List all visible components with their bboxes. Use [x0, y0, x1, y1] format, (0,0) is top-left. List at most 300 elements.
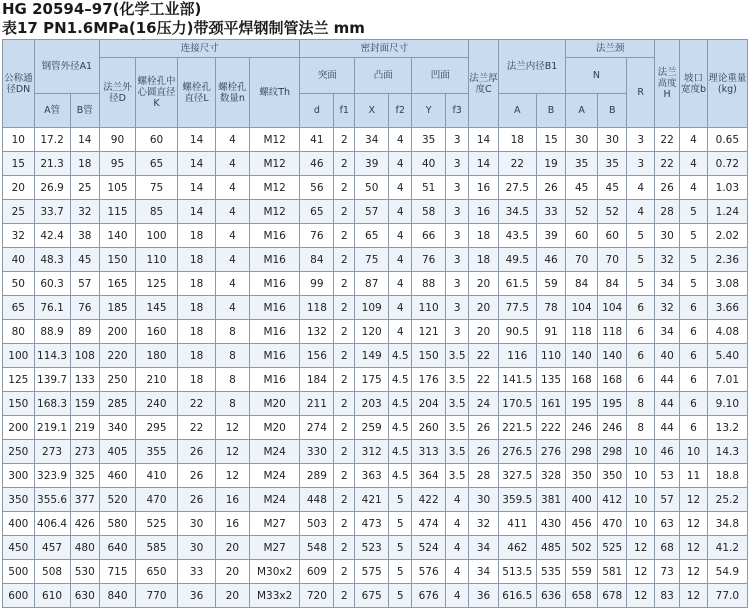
header-sealing-face: 密封面尺寸	[300, 40, 469, 58]
table-cell: 2	[334, 584, 355, 608]
table-cell: 65	[300, 200, 334, 224]
header-bolt-circle: 螺栓孔中心圆直径K	[135, 58, 177, 128]
table-cell: 6	[680, 392, 707, 416]
table-cell: 30	[178, 536, 216, 560]
table-cell: 2	[334, 296, 355, 320]
table-cell: 36	[469, 584, 499, 608]
table-cell: 77.5	[498, 296, 536, 320]
table-cell: 426	[70, 512, 100, 536]
table-cell: 406.4	[34, 512, 70, 536]
table-cell: 110	[412, 296, 446, 320]
table-cell: M24	[249, 440, 300, 464]
header-y: Y	[412, 94, 446, 128]
table-cell: 246	[597, 416, 627, 440]
table-cell: 145	[135, 296, 177, 320]
table-cell: 12	[680, 512, 707, 536]
table-cell: 381	[536, 488, 566, 512]
table-cell: 5	[680, 272, 707, 296]
header-n: N	[566, 58, 627, 94]
table-cell: 60.3	[34, 272, 70, 296]
table-cell: 168.3	[34, 392, 70, 416]
table-cell: 22	[498, 152, 536, 176]
table-cell: M16	[249, 272, 300, 296]
table-cell: 5	[680, 248, 707, 272]
table-cell: 108	[70, 344, 100, 368]
table-cell: 3	[446, 128, 469, 152]
table-cell: 22	[654, 152, 679, 176]
table-cell: 513.5	[498, 560, 536, 584]
table-cell: M16	[249, 368, 300, 392]
table-cell: 25	[3, 200, 35, 224]
table-cell: 49.5	[498, 248, 536, 272]
table-row	[3, 344, 748, 368]
table-cell: 57	[654, 488, 679, 512]
table-cell: 330	[300, 440, 334, 464]
table-cell: 535	[536, 560, 566, 584]
table-cell: 450	[3, 536, 35, 560]
table-cell: 32	[654, 248, 679, 272]
title-block	[2, 0, 748, 38]
table-cell: 133	[70, 368, 100, 392]
header-neck-a: A	[566, 94, 598, 128]
table-cell: 525	[597, 536, 627, 560]
table-cell: 45	[597, 176, 627, 200]
table-cell: 14	[178, 152, 216, 176]
table-cell: 4	[216, 152, 250, 176]
table-cell: 99	[300, 272, 334, 296]
table-cell: 658	[566, 584, 598, 608]
table-cell: 76	[70, 296, 100, 320]
table-cell: 4	[389, 296, 412, 320]
table-cell: 377	[70, 488, 100, 512]
table-cell: M20	[249, 416, 300, 440]
table-cell: 4	[216, 224, 250, 248]
table-cell: 16	[216, 488, 250, 512]
table-cell: 8	[627, 416, 654, 440]
table-cell: 1.03	[707, 176, 747, 200]
table-cell: 640	[100, 536, 136, 560]
table-cell: 502	[566, 536, 598, 560]
table-cell: 125	[3, 368, 35, 392]
table-cell: 4	[389, 176, 412, 200]
table-cell: 84	[300, 248, 334, 272]
table-cell: 109	[355, 296, 389, 320]
table-row	[3, 248, 748, 272]
table-cell: 5.40	[707, 344, 747, 368]
table-cell: 12	[627, 536, 654, 560]
table-cell: 104	[597, 296, 627, 320]
table-cell: 581	[597, 560, 627, 584]
table-cell: 59	[536, 272, 566, 296]
table-cell: 6	[680, 368, 707, 392]
table-cell: 25.2	[707, 488, 747, 512]
table-body	[3, 128, 748, 608]
table-cell: 2.02	[707, 224, 747, 248]
table-header	[3, 40, 748, 128]
table-cell: 460	[100, 464, 136, 488]
table-cell: 0.65	[707, 128, 747, 152]
table-cell: 16	[469, 176, 499, 200]
table-cell: 22	[654, 128, 679, 152]
table-cell: 70	[566, 248, 598, 272]
table-cell: 312	[355, 440, 389, 464]
table-cell: 470	[597, 512, 627, 536]
table-cell: 4	[389, 320, 412, 344]
table-cell: 168	[597, 368, 627, 392]
document-code-title: HG 20594–97(化学工业部)	[2, 0, 202, 18]
table-cell: 327.5	[498, 464, 536, 488]
table-cell: 43.5	[498, 224, 536, 248]
table-cell: 273	[34, 440, 70, 464]
table-cell: 610	[34, 584, 70, 608]
table-cell: 12	[680, 536, 707, 560]
table-cell: 40	[412, 152, 446, 176]
table-cell: 60	[566, 224, 598, 248]
table-cell: 3	[627, 152, 654, 176]
table-cell: 8	[627, 392, 654, 416]
table-cell: 195	[597, 392, 627, 416]
table-cell: 211	[300, 392, 334, 416]
table-cell: 4	[446, 488, 469, 512]
table-cell: 12	[216, 464, 250, 488]
header-bore-b: B	[536, 94, 566, 128]
table-cell: 50	[3, 272, 35, 296]
table-cell: 220	[100, 344, 136, 368]
table-cell: M12	[249, 176, 300, 200]
table-cell: 525	[135, 512, 177, 536]
table-cell: 616.5	[498, 584, 536, 608]
table-cell: 530	[70, 560, 100, 584]
table-cell: 636	[536, 584, 566, 608]
table-cell: 4	[216, 128, 250, 152]
table-cell: 45	[566, 176, 598, 200]
table-cell: 5	[389, 560, 412, 584]
table-cell: 19	[536, 152, 566, 176]
table-cell: 45	[70, 248, 100, 272]
table-cell: 274	[300, 416, 334, 440]
table-row	[3, 296, 748, 320]
table-cell: 3	[446, 152, 469, 176]
table-cell: 116	[498, 344, 536, 368]
table-cell: 46	[536, 248, 566, 272]
table-cell: 36	[178, 584, 216, 608]
table-cell: 6	[680, 344, 707, 368]
table-cell: 16	[469, 200, 499, 224]
table-cell: 8	[216, 320, 250, 344]
table-cell: 32	[70, 200, 100, 224]
table-cell: 470	[135, 488, 177, 512]
header-bolt-hole: 螺栓孔直径L	[178, 58, 216, 128]
table-cell: 57	[70, 272, 100, 296]
table-cell: 75	[355, 248, 389, 272]
table-cell: M16	[249, 296, 300, 320]
table-cell: 91	[536, 320, 566, 344]
table-cell: 18.8	[707, 464, 747, 488]
table-cell: 30	[469, 488, 499, 512]
table-cell: 12	[627, 584, 654, 608]
table-cell: 298	[597, 440, 627, 464]
table-cell: 4	[446, 512, 469, 536]
table-cell: 140	[100, 224, 136, 248]
table-cell: 12	[680, 488, 707, 512]
table-cell: 2	[334, 512, 355, 536]
table-cell: 15	[3, 152, 35, 176]
table-cell: 22	[469, 344, 499, 368]
table-cell: 68	[654, 536, 679, 560]
table-cell: 26	[536, 176, 566, 200]
table-cell: 3	[446, 272, 469, 296]
table-cell: 523	[355, 536, 389, 560]
header-height: 法兰高度H	[654, 40, 679, 128]
table-cell: M16	[249, 248, 300, 272]
table-cell: 16	[216, 512, 250, 536]
table-cell: 11	[680, 464, 707, 488]
table-cell: 422	[412, 488, 446, 512]
table-cell: 14	[70, 128, 100, 152]
table-cell: 2	[334, 536, 355, 560]
table-cell: 75	[135, 176, 177, 200]
table-cell: 485	[536, 536, 566, 560]
table-cell: 10	[627, 512, 654, 536]
table-cell: 140	[597, 344, 627, 368]
table-cell: 84	[566, 272, 598, 296]
table-cell: 3.5	[446, 344, 469, 368]
table-cell: 298	[566, 440, 598, 464]
table-cell: 48.3	[34, 248, 70, 272]
table-cell: 4.5	[389, 344, 412, 368]
table-row	[3, 128, 748, 152]
table-cell: 10	[627, 464, 654, 488]
table-cell: 76.1	[34, 296, 70, 320]
table-cell: 39	[355, 152, 389, 176]
table-cell: 3	[446, 248, 469, 272]
table-cell: 474	[412, 512, 446, 536]
table-cell: 89	[70, 320, 100, 344]
table-cell: 600	[3, 584, 35, 608]
table-cell: 65	[355, 224, 389, 248]
table-cell: 3	[446, 176, 469, 200]
table-cell: 340	[100, 416, 136, 440]
table-row	[3, 536, 748, 560]
table-cell: 6	[680, 416, 707, 440]
table-cell: 520	[100, 488, 136, 512]
table-cell: 2.36	[707, 248, 747, 272]
table-cell: 18	[178, 272, 216, 296]
table-cell: 400	[3, 512, 35, 536]
table-cell: M16	[249, 344, 300, 368]
table-cell: 3.5	[446, 464, 469, 488]
header-raised-face: 突面	[300, 58, 355, 94]
table-cell: 1.24	[707, 200, 747, 224]
table-cell: 35	[597, 152, 627, 176]
table-cell: 720	[300, 584, 334, 608]
table-cell: 675	[355, 584, 389, 608]
table-cell: 585	[135, 536, 177, 560]
table-cell: 33	[536, 200, 566, 224]
table-cell: 9.10	[707, 392, 747, 416]
table-cell: 421	[355, 488, 389, 512]
header-dn: 公称通径DN	[3, 40, 35, 128]
header-neck-b: B	[597, 94, 627, 128]
table-cell: 4.08	[707, 320, 747, 344]
table-cell: 170.5	[498, 392, 536, 416]
header-male-face: 凸面	[355, 58, 412, 94]
table-cell: 650	[135, 560, 177, 584]
table-cell: 200	[3, 416, 35, 440]
table-cell: 14.3	[707, 440, 747, 464]
table-cell: 4.5	[389, 416, 412, 440]
table-cell: 54.9	[707, 560, 747, 584]
table-cell: M16	[249, 320, 300, 344]
table-cell: 480	[70, 536, 100, 560]
table-cell: 44	[654, 416, 679, 440]
table-cell: 88.9	[34, 320, 70, 344]
table-cell: 33	[178, 560, 216, 584]
table-cell: 715	[100, 560, 136, 584]
table-row	[3, 464, 748, 488]
table-cell: 295	[135, 416, 177, 440]
table-cell: 6	[627, 344, 654, 368]
table-cell: 219	[70, 416, 100, 440]
table-cell: M12	[249, 200, 300, 224]
header-d: d	[300, 94, 334, 128]
table-cell: 4	[627, 176, 654, 200]
table-row	[3, 392, 748, 416]
table-cell: 221.5	[498, 416, 536, 440]
table-cell: 350	[597, 464, 627, 488]
table-cell: 18	[178, 344, 216, 368]
table-cell: 8	[216, 344, 250, 368]
table-cell: 17.2	[34, 128, 70, 152]
table-cell: 575	[355, 560, 389, 584]
table-cell: 20	[469, 320, 499, 344]
table-cell: 87	[355, 272, 389, 296]
table-cell: 34	[654, 272, 679, 296]
table-cell: 26	[178, 440, 216, 464]
table-cell: 139.7	[34, 368, 70, 392]
table-cell: 4	[389, 128, 412, 152]
table-cell: 18	[178, 368, 216, 392]
table-cell: 3.5	[446, 392, 469, 416]
table-cell: 3	[446, 224, 469, 248]
table-cell: 95	[100, 152, 136, 176]
header-f3: f3	[446, 94, 469, 128]
table-cell: 77.0	[707, 584, 747, 608]
table-cell: 46	[300, 152, 334, 176]
table-cell: 2	[334, 200, 355, 224]
table-cell: 2	[334, 560, 355, 584]
header-weight: 理论重量(kg)	[707, 40, 747, 128]
table-cell: 473	[355, 512, 389, 536]
table-cell: 12	[627, 560, 654, 584]
table-cell: 285	[100, 392, 136, 416]
table-cell: 14	[178, 200, 216, 224]
table-cell: 156	[300, 344, 334, 368]
table-cell: 41.2	[707, 536, 747, 560]
table-cell: 2	[334, 224, 355, 248]
table-cell: 260	[412, 416, 446, 440]
table-cell: 4.5	[389, 440, 412, 464]
table-cell: 195	[566, 392, 598, 416]
table-cell: 25	[70, 176, 100, 200]
header-flange-od: 法兰外径D	[100, 58, 136, 128]
table-cell: 18	[178, 296, 216, 320]
table-cell: 500	[3, 560, 35, 584]
table-cell: 4.5	[389, 368, 412, 392]
table-cell: 609	[300, 560, 334, 584]
table-cell: 110	[135, 248, 177, 272]
header-thread: 螺纹Th	[249, 58, 300, 128]
table-cell: 46	[654, 440, 679, 464]
table-cell: 355	[135, 440, 177, 464]
table-cell: 76	[412, 248, 446, 272]
table-cell: 630	[70, 584, 100, 608]
table-cell: 118	[597, 320, 627, 344]
table-cell: 40	[3, 248, 35, 272]
table-cell: 30	[566, 128, 598, 152]
header-female-face: 凹面	[412, 58, 469, 94]
table-cell: 410	[135, 464, 177, 488]
table-cell: 10	[680, 440, 707, 464]
table-cell: 503	[300, 512, 334, 536]
table-cell: 300	[3, 464, 35, 488]
table-cell: 355.6	[34, 488, 70, 512]
table-cell: 4	[389, 224, 412, 248]
table-cell: 276	[536, 440, 566, 464]
table-cell: 100	[135, 224, 177, 248]
table-cell: 121	[412, 320, 446, 344]
table-cell: 20	[469, 272, 499, 296]
table-cell: M12	[249, 128, 300, 152]
table-cell: 430	[536, 512, 566, 536]
table-cell: 2	[334, 176, 355, 200]
table-cell: 457	[34, 536, 70, 560]
table-cell: 0.72	[707, 152, 747, 176]
table-cell: 3	[446, 320, 469, 344]
table-cell: 5	[627, 272, 654, 296]
table-row	[3, 320, 748, 344]
table-cell: 4	[216, 176, 250, 200]
table-cell: M24	[249, 464, 300, 488]
table-cell: 5	[389, 536, 412, 560]
table-cell: 30	[597, 128, 627, 152]
table-cell: 41	[300, 128, 334, 152]
table-caption: 表17 PN1.6MPa(16压力)带颈平焊钢制管法兰 mm	[2, 19, 365, 37]
table-cell: 4	[216, 200, 250, 224]
header-thickness: 法兰厚度C	[469, 40, 499, 128]
table-cell: 15	[536, 128, 566, 152]
table-cell: 57	[355, 200, 389, 224]
header-f1: f1	[334, 94, 355, 128]
table-cell: 770	[135, 584, 177, 608]
table-cell: 12	[680, 560, 707, 584]
table-cell: 3	[446, 200, 469, 224]
table-cell: 363	[355, 464, 389, 488]
table-cell: 56	[300, 176, 334, 200]
table-cell: 63	[654, 512, 679, 536]
table-cell: 100	[3, 344, 35, 368]
table-cell: 580	[100, 512, 136, 536]
table-cell: 60	[597, 224, 627, 248]
table-cell: 50	[355, 176, 389, 200]
table-cell: 2	[334, 368, 355, 392]
table-cell: 328	[536, 464, 566, 488]
table-cell: 18	[178, 224, 216, 248]
table-cell: 246	[566, 416, 598, 440]
flange-spec-table	[2, 39, 748, 608]
table-cell: 34	[355, 128, 389, 152]
table-row	[3, 560, 748, 584]
